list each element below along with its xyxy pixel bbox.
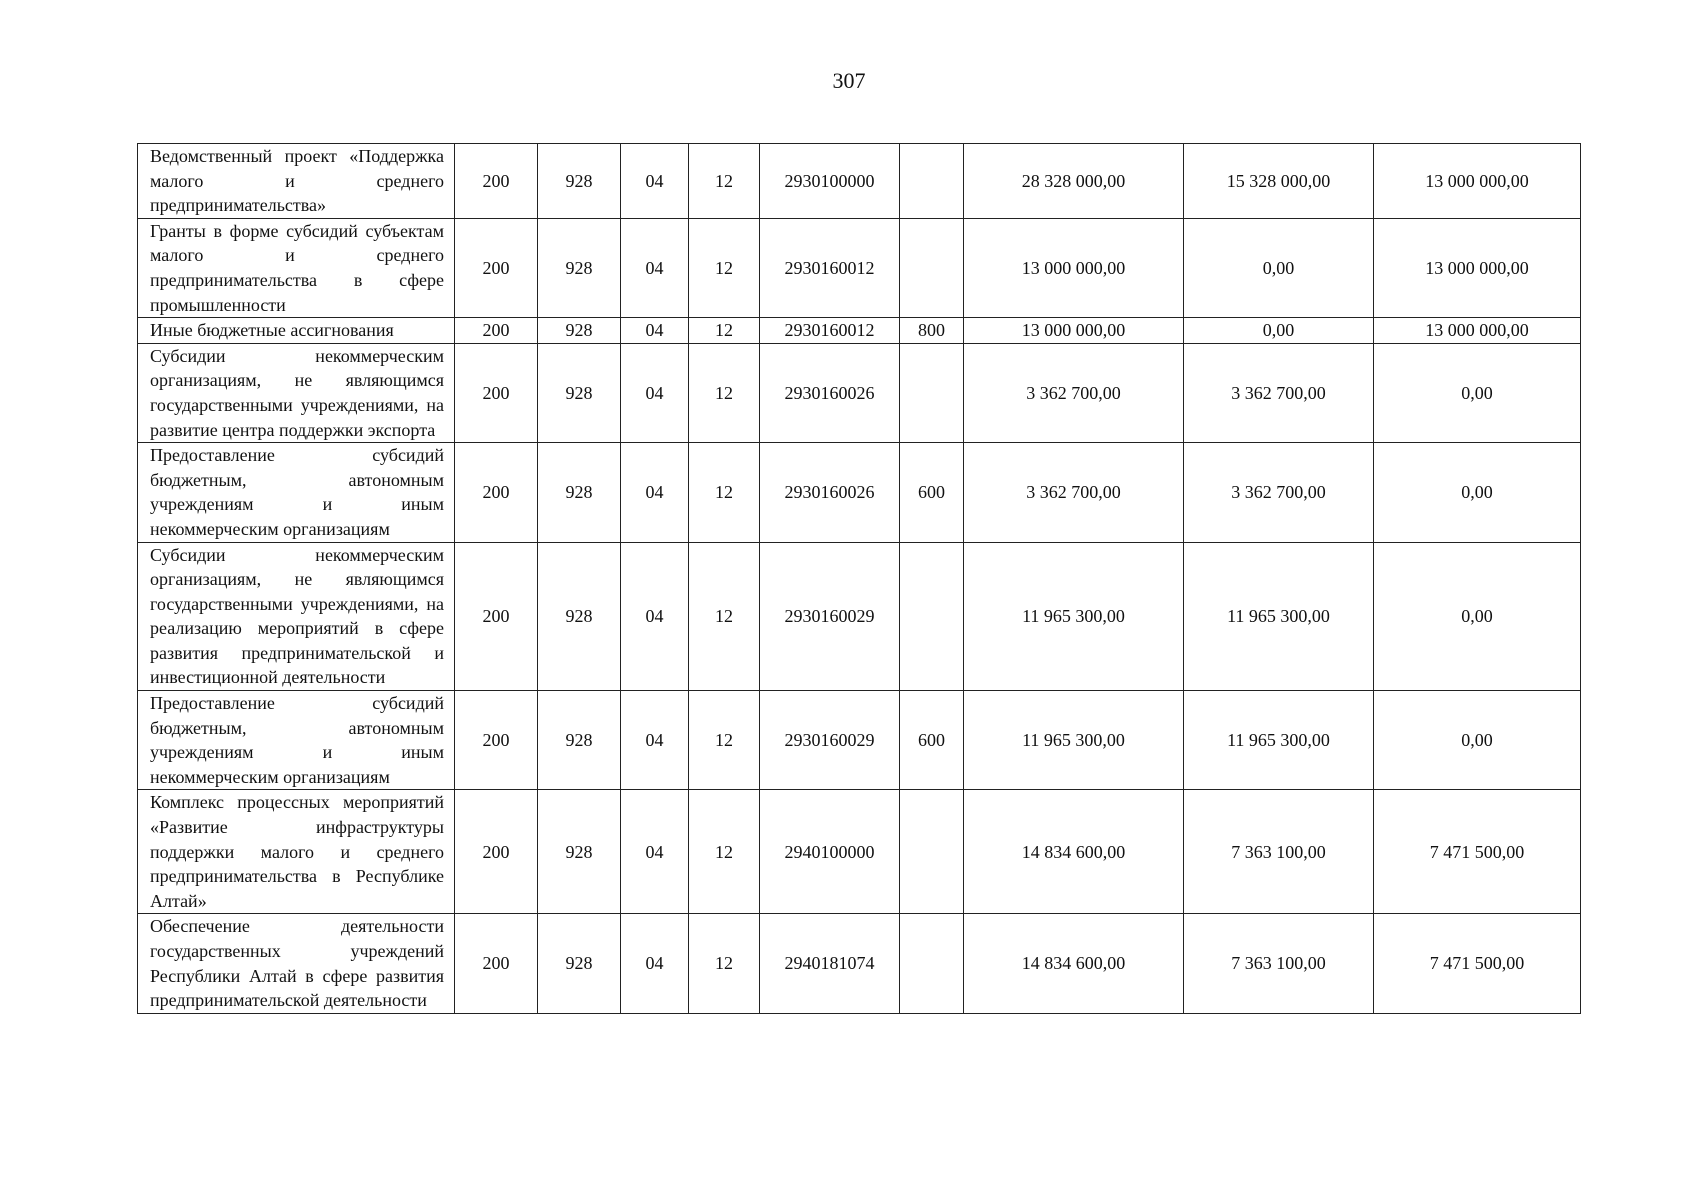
section-code: 200: [455, 443, 538, 542]
ministry-code: 928: [538, 790, 621, 914]
section-code: 200: [455, 691, 538, 790]
row-name: Субсидии некоммерческим организациям, не являющимся государственными учреждениями, на реализацию мероприятий в сфере развития предпринимательской и инвестиционной деятельности: [138, 542, 455, 691]
subdivision-code: 12: [689, 144, 760, 219]
amount-federal: 3 362 700,00: [1184, 443, 1374, 542]
target-article-code: 2930160012: [760, 218, 900, 317]
table-row: [138, 914, 1581, 1013]
amount-federal: 0,00: [1184, 218, 1374, 317]
amount-regional: 0,00: [1374, 343, 1581, 442]
division-code: 04: [621, 144, 689, 219]
row-name: Ведомственный проект «Поддержка малого и среднего предпринимательства»: [138, 144, 455, 219]
amount-regional: 13 000 000,00: [1374, 318, 1581, 344]
expense-type-code: [900, 542, 964, 691]
expense-type-code: [900, 343, 964, 442]
row-name: Обеспечение деятельности государственных учреждений Республики Алтай в сфере развития предпринимательской деятельности: [138, 914, 455, 1013]
expense-type-code: [900, 790, 964, 914]
amount-total: 3 362 700,00: [964, 343, 1184, 442]
table-body: [138, 144, 1581, 1014]
table-row: [138, 443, 1581, 542]
ministry-code: 928: [538, 144, 621, 219]
subdivision-code: 12: [689, 542, 760, 691]
section-code: 200: [455, 144, 538, 219]
table-row: [138, 318, 1581, 344]
target-article-code: 2930100000: [760, 144, 900, 219]
expense-type-code: [900, 914, 964, 1013]
ministry-code: 928: [538, 914, 621, 1013]
division-code: 04: [621, 790, 689, 914]
section-code: 200: [455, 218, 538, 317]
row-name: Субсидии некоммерческим организациям, не являющимся государственными учреждениями, на развитие центра поддержки экспорта: [138, 343, 455, 442]
ministry-code: 928: [538, 318, 621, 344]
target-article-code: 2930160012: [760, 318, 900, 344]
section-code: 200: [455, 343, 538, 442]
amount-regional: 7 471 500,00: [1374, 914, 1581, 1013]
division-code: 04: [621, 318, 689, 344]
subdivision-code: 12: [689, 218, 760, 317]
amount-regional: 13 000 000,00: [1374, 218, 1581, 317]
target-article-code: 2930160029: [760, 542, 900, 691]
section-code: 200: [455, 542, 538, 691]
budget-table: [137, 143, 1581, 1014]
ministry-code: 928: [538, 343, 621, 442]
table-row: [138, 790, 1581, 914]
section-code: 200: [455, 318, 538, 344]
amount-total: 11 965 300,00: [964, 542, 1184, 691]
amount-total: 14 834 600,00: [964, 914, 1184, 1013]
amount-total: 28 328 000,00: [964, 144, 1184, 219]
division-code: 04: [621, 218, 689, 317]
amount-federal: 11 965 300,00: [1184, 691, 1374, 790]
subdivision-code: 12: [689, 343, 760, 442]
expense-type-code: [900, 218, 964, 317]
table-row: [138, 691, 1581, 790]
subdivision-code: 12: [689, 318, 760, 344]
division-code: 04: [621, 914, 689, 1013]
amount-total: 14 834 600,00: [964, 790, 1184, 914]
row-name: Предоставление субсидий бюджетным, автономным учреждениям и иным некоммерческим организациям: [138, 691, 455, 790]
amount-regional: 0,00: [1374, 443, 1581, 542]
amount-federal: 7 363 100,00: [1184, 914, 1374, 1013]
target-article-code: 2940181074: [760, 914, 900, 1013]
ministry-code: 928: [538, 443, 621, 542]
expense-type-code: 600: [900, 691, 964, 790]
section-code: 200: [455, 790, 538, 914]
row-name: Комплекс процессных мероприятий «Развитие инфраструктуры поддержки малого и среднего предпринимательства в Республике Алтай»: [138, 790, 455, 914]
page-number: 307: [832, 68, 866, 93]
amount-total: 3 362 700,00: [964, 443, 1184, 542]
amount-regional: 13 000 000,00: [1374, 144, 1581, 219]
subdivision-code: 12: [689, 443, 760, 542]
amount-federal: 0,00: [1184, 318, 1374, 344]
subdivision-code: 12: [689, 790, 760, 914]
expense-type-code: 800: [900, 318, 964, 344]
division-code: 04: [621, 443, 689, 542]
expense-type-code: [900, 144, 964, 219]
amount-federal: 15 328 000,00: [1184, 144, 1374, 219]
division-code: 04: [621, 691, 689, 790]
amount-regional: 0,00: [1374, 542, 1581, 691]
amount-total: 11 965 300,00: [964, 691, 1184, 790]
division-code: 04: [621, 343, 689, 442]
amount-regional: 0,00: [1374, 691, 1581, 790]
subdivision-code: 12: [689, 914, 760, 1013]
target-article-code: 2940100000: [760, 790, 900, 914]
amount-regional: 7 471 500,00: [1374, 790, 1581, 914]
row-name: Гранты в форме субсидий субъектам малого и среднего предпринимательства в сфере промышленности: [138, 218, 455, 317]
amount-federal: 7 363 100,00: [1184, 790, 1374, 914]
section-code: 200: [455, 914, 538, 1013]
table-row: [138, 144, 1581, 219]
amount-federal: 3 362 700,00: [1184, 343, 1374, 442]
amount-total: 13 000 000,00: [964, 218, 1184, 317]
target-article-code: 2930160026: [760, 443, 900, 542]
expense-type-code: 600: [900, 443, 964, 542]
amount-total: 13 000 000,00: [964, 318, 1184, 344]
row-name: Предоставление субсидий бюджетным, автономным учреждениям и иным некоммерческим организациям: [138, 443, 455, 542]
ministry-code: 928: [538, 218, 621, 317]
ministry-code: 928: [538, 691, 621, 790]
ministry-code: 928: [538, 542, 621, 691]
target-article-code: 2930160029: [760, 691, 900, 790]
table-row: [138, 542, 1581, 691]
division-code: 04: [621, 542, 689, 691]
target-article-code: 2930160026: [760, 343, 900, 442]
subdivision-code: 12: [689, 691, 760, 790]
row-name: Иные бюджетные ассигнования: [138, 318, 455, 344]
amount-federal: 11 965 300,00: [1184, 542, 1374, 691]
table-row: [138, 343, 1581, 442]
table-row: [138, 218, 1581, 317]
